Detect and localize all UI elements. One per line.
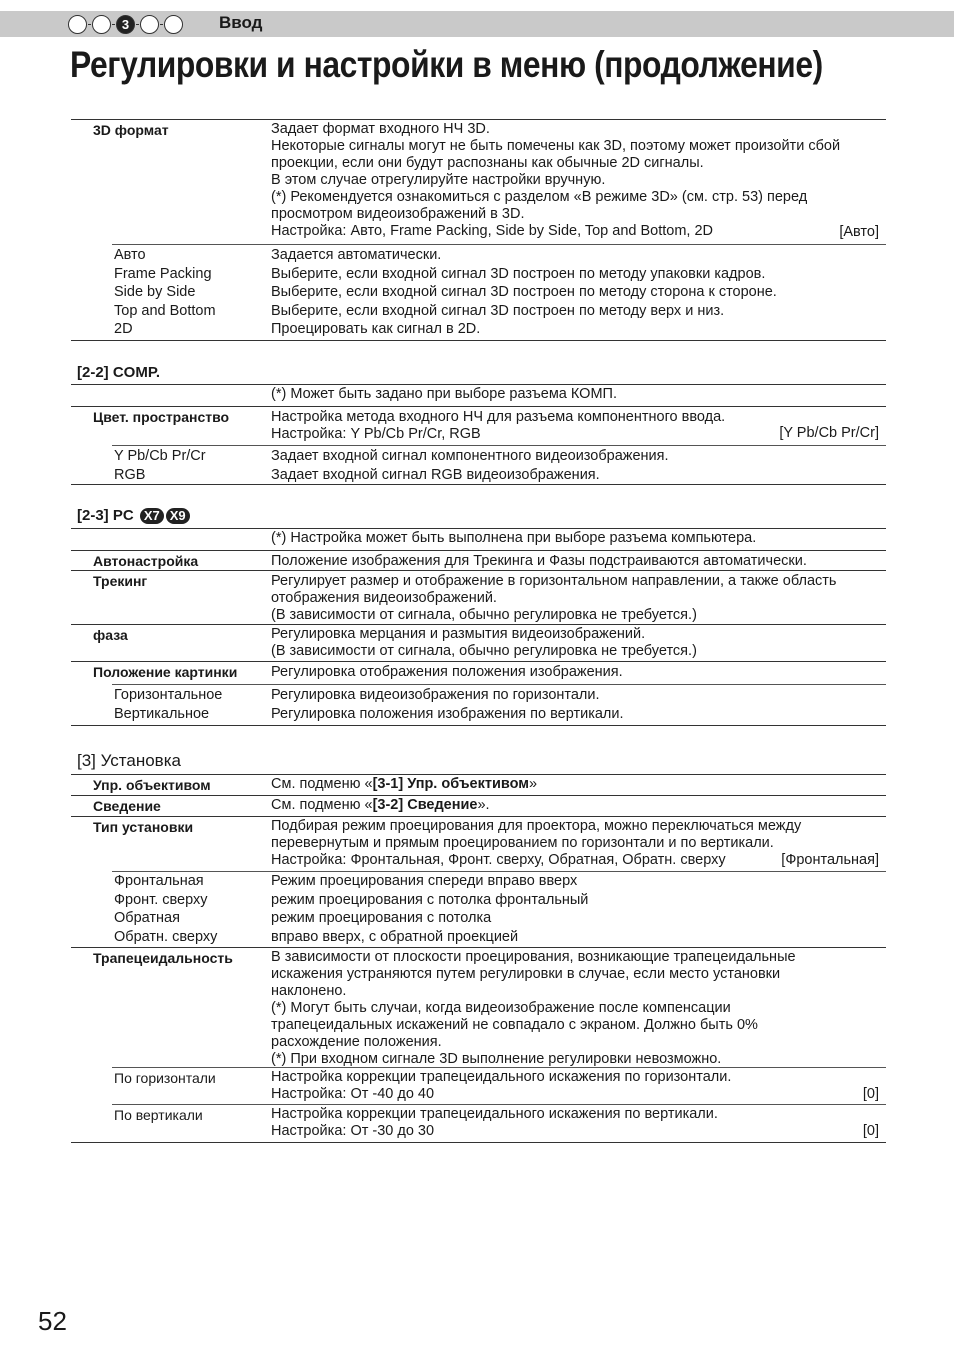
step-indicator [68,15,87,34]
desc-keystone-horizontal [271,1069,879,1103]
option-desc: Задается автоматически. [271,247,442,263]
option-descriptions-3d-format [271,246,777,339]
table-row-divider [71,947,886,948]
desc-keystone [271,949,879,1068]
ref-suffix: » [529,776,538,792]
table-row-divider [71,550,886,551]
ref-suffix: ». [477,797,490,813]
page-title: Регулировки и настройки в меню (продолжение) [70,44,823,85]
option-label: Frame Packing [114,265,212,282]
option-label: Top and Bottom [114,302,216,319]
table-row-divider [71,816,886,817]
option-label: Авто [114,247,146,263]
default-value: [Фронтальная] [781,852,879,868]
desc-line: просмотром видеоизображений в 3D. [271,206,525,222]
options-3d-format [114,246,216,339]
step-separator [136,24,139,25]
page-number: 52 [38,1306,67,1336]
option-desc: Задает входной сигнал компонентного видеоизображения. [271,448,669,464]
ref-prefix: См. подменю « [271,797,373,813]
term-keystone-horizontal: По горизонтали [114,1070,216,1086]
model-badge-x9: X9 [166,508,190,524]
table-bottom-line [71,725,886,726]
option-label: Фронт. сверху [114,891,208,908]
option-desc: режим проецирования с потолка [271,910,492,926]
option-label: Горизонтальное [114,687,223,703]
desc-keystone-vertical [271,1106,879,1140]
table-row-divider [71,624,886,625]
term-lens-control: Упр. объективом [93,777,211,793]
note-pc: (*) Настройка может быть выполнена при выборе разъема компьютера. [271,530,757,546]
desc-line: Регулирует размер и отображение в горизонтальном направлении, а также область [271,573,837,589]
step-separator [88,24,91,25]
options-picture-position [114,686,222,723]
desc-line: (В зависимости от сигнала, обычно регулировка не требуется.) [271,643,697,659]
desc-line: (В зависимости от сигнала, обычно регулировка не требуется.) [271,607,697,623]
options-color-space [114,447,206,484]
option-label: Side by Side [114,284,196,300]
default-value: [0] [862,1086,879,1102]
desc-line: В зависимости от плоскости проецирования, возникающие трапецеидальные [271,949,796,965]
option-label: RGB [114,466,146,483]
desc-line: расхождение положения. [271,1034,442,1050]
sub-row-divider [112,1067,886,1068]
term-keystone-vertical: По вертикали [114,1107,203,1123]
submenu-link-convergence[interactable]: [3-2] Сведение [372,797,478,813]
term-installation-type: Тип установки [93,819,194,835]
sub-row-divider [112,445,886,446]
term-convergence: Сведение [93,798,161,814]
section-heading-installation: [3] Установка [77,751,181,770]
term-picture-position: Положение картинки [93,664,238,680]
option-descriptions-picture-position [271,686,624,723]
option-descriptions-installation-type [271,872,588,946]
desc-line: Настройка: От -30 до 30 [271,1123,435,1139]
desc-3d-format [271,121,879,240]
model-badge-x7: X7 [140,508,164,524]
desc-line: Некоторые сигналы могут не быть помечены как 3D, поэтому может произойти сбой [271,138,841,154]
desc-line: Настройка: От -40 до 40 [271,1086,435,1102]
step-separator [160,24,163,25]
step-indicator [92,15,111,34]
desc-line: трапецеидальных искажений не совпадало с экраном. Должно быть 0% [271,1017,758,1033]
note-comp: (*) Может быть задано при выборе разъема КОМП. [271,386,617,402]
table-row-divider [71,119,886,120]
chapter-steps [68,15,183,34]
desc-line: В этом случае отрегулируйте настройки вручную. [271,172,606,188]
table-row-divider [71,406,886,407]
step-indicator [140,15,159,34]
options-installation-type [114,872,217,946]
term-autoset: Автонастройка [93,553,199,569]
sub-row-divider [112,244,886,245]
default-value: [Y Pb/Cb Pr/Cr] [779,425,879,441]
default-value: [0] [862,1123,879,1139]
sub-row-divider [112,684,886,685]
desc-line: Настройка: Фронтальная, Фронт. сверху, Обратная, Обратн. сверху [271,852,726,868]
desc-autoset: Положение изображения для Трекинга и Фазы подстраиваются автоматически. [271,553,807,569]
option-label: Обратная [114,910,180,926]
desc-line: (*) Рекомендуется ознакомиться с разделом «В режиме 3D» (см. стр. 53) перед [271,189,808,205]
step-indicator-active: 3 [116,15,135,34]
step-separator [112,24,115,25]
option-desc: режим проецирования с потолка фронтальный [271,891,589,908]
table-bottom-line [71,340,886,341]
table-row-divider [71,528,886,529]
desc-phase [271,626,879,660]
step-indicator [164,15,183,34]
table-row-divider [71,570,886,571]
table-bottom-line [71,1142,886,1143]
term-3d-format: 3D формат [93,122,169,138]
section-heading-comp: [2-2] COMP. [77,364,161,381]
table-row-divider [71,384,886,385]
desc-tracking [271,573,879,624]
desc-line: перевернутым и прямым проецированием по горизонтали и по вертикали. [271,835,774,851]
table-bottom-line [71,484,886,485]
option-desc: вправо вверх, с обратной проекцией [271,928,519,945]
option-desc: Регулировка видеоизображения по горизонтали. [271,687,600,703]
desc-line: (*) При входном сигнале 3D выполнение регулировки невозможно. [271,1051,722,1067]
option-desc: Режим проецирования спереди вправо вверх [271,873,578,889]
sub-row-divider [112,1104,886,1105]
default-value: [Авто] [839,224,879,240]
option-desc: Задает входной сигнал RGB видеоизображения. [271,466,600,483]
option-label: Обратн. сверху [114,928,218,945]
option-label: 2D [114,321,133,337]
option-desc: Выберите, если входной сигнал 3D построен по методу верх и низ. [271,302,725,319]
desc-lens-control [271,776,879,793]
ref-prefix: См. подменю « [271,776,373,792]
desc-line: Подбирая режим проецирования для проектора, можно переключаться между [271,818,802,834]
table-row-divider [71,774,886,775]
desc-line: искажения устраняются путем регулировки в случае, если место установки [271,966,781,982]
desc-line: наклонено. [271,983,347,999]
desc-line: Настройка: Y Pb/Cb Pr/Cr, RGB [271,426,481,442]
section-heading-pc [77,507,190,524]
desc-picture-position: Регулировка отображения положения изображения. [271,664,623,680]
table-row-divider [71,661,886,662]
option-descriptions-color-space [271,447,669,484]
option-label: Фронтальная [114,873,204,889]
term-phase: фаза [93,627,128,643]
section-label: Ввод [219,13,263,32]
option-desc: Выберите, если входной сигнал 3D построен по методу упаковки кадров. [271,265,766,282]
desc-convergence [271,797,879,814]
option-desc: Проецировать как сигнал в 2D. [271,321,481,337]
option-desc: Выберите, если входной сигнал 3D построен по методу сторона к стороне. [271,284,777,300]
desc-line: проекции, если они будут распознаны как обычные 2D сигналы. [271,155,704,171]
submenu-link-lens-control[interactable]: [3-1] Упр. объективом [372,776,530,792]
option-desc: Регулировка положения изображения по вертикали. [271,705,624,722]
desc-line: (*) Могут быть случаи, когда видеоизображение после компенсации [271,1000,731,1016]
term-color-space: Цвет. пространство [93,409,230,425]
desc-line: Задает формат входного НЧ 3D. [271,121,490,137]
desc-line: Настройка метода входного НЧ для разъема компонентного ввода. [271,409,726,425]
desc-line: Настройка коррекции трапецеидального искажения по вертикали. [271,1106,718,1122]
option-label: Y Pb/Cb Pr/Cr [114,448,206,464]
desc-line: Регулировка мерцания и размытия видеоизображений. [271,626,646,642]
pc-heading-text: [2-3] PC [77,507,134,524]
desc-line: Настройка: Авто, Frame Packing, Side by Side, Top and Bottom, 2D [271,223,714,239]
table-row-divider [71,795,886,796]
option-label: Вертикальное [114,705,210,722]
term-tracking: Трекинг [93,573,148,589]
term-keystone: Трапецеидальность [93,950,233,966]
desc-line: отображения видеоизображений. [271,590,497,606]
desc-line: Настройка коррекции трапецеидального искажения по горизонтали. [271,1069,732,1085]
